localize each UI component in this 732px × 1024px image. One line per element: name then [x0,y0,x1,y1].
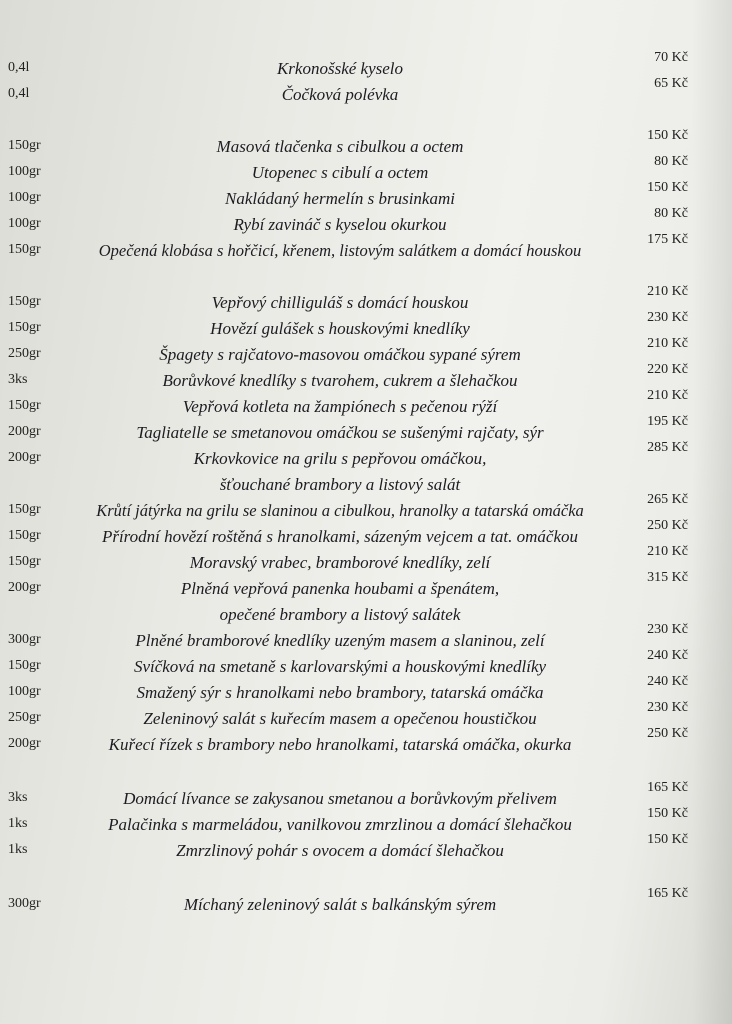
item-quantity: 250gr [8,710,41,725]
menu-item [0,310,732,342]
item-name: Přírodní hovězí roštěná s hranolkami, sázeným vejcem a tat. omáčkou [101,527,579,546]
item-quantity: 1ks [8,816,28,831]
item-name: Smažený sýr s hranolkami nebo brambory, tatarská omáčka [136,683,544,702]
item-name: Vepřový chilliguláš s domácí houskou [211,293,469,312]
item-name: Moravský vrabec, bramborové knedlíky, zelí [189,553,491,572]
item-quantity: 200gr [8,736,41,751]
item-price: 230 Kč [647,622,688,637]
item-quantity: 150gr [8,242,41,257]
item-price: 240 Kč [647,648,688,663]
menu-item [0,336,732,368]
menu-item [0,50,732,82]
item-quantity: 200gr [8,424,41,439]
item-name: Plněné bramborové knedlíky uzeným masem a slaninou, zelí [135,631,545,650]
item-name: Zmrzlinový pohár s ovocem a domácí šlehačkou [176,841,504,860]
item-quantity: 150gr [8,320,41,335]
item-price: 240 Kč [647,674,688,689]
item-quantity: 3ks [8,790,28,805]
menu-item [0,726,732,758]
item-price: 265 Kč [647,492,688,507]
menu-item [0,832,732,864]
item-name: Borůvkové knedlíky s tvarohem, cukrem a šlehačkou [162,371,518,390]
item-quantity: 150gr [8,502,41,517]
item-quantity: 0,4l [8,86,30,101]
menu-item [0,674,732,706]
item-name: Míchaný zeleninový salát s balkánským sýrem [183,895,497,914]
item-quantity: 250gr [8,346,41,361]
menu-item [0,622,732,654]
item-name-continued: šťouchané brambory a listový salát [219,475,461,494]
item-quantity: 200gr [8,580,41,595]
item-name: Vepřová kotleta na žampiónech s pečenou rýží [182,397,498,416]
menu-item [0,544,732,576]
item-price: 250 Kč [647,726,688,741]
item-name: Krůtí játýrka na grilu se slaninou a cibulkou, hranolky a tatarská omáčka [96,501,584,520]
item-name: Krkonošské kyselo [276,59,404,78]
item-quantity: 150gr [8,398,41,413]
item-name: Rybí zavináč s kyselou okurkou [233,215,447,234]
item-quantity: 150gr [8,528,41,543]
item-price: 210 Kč [647,284,688,299]
item-price: 150 Kč [647,832,688,847]
menu-item [0,414,732,446]
item-price: 315 Kč [647,570,688,585]
item-name: Svíčková na smetaně s karlovarskými a houskovými knedlíky [133,657,547,676]
item-name: Palačinka s marmeládou, vanilkovou zmrzlinou a domácí šlehačkou [108,815,572,834]
item-quantity: 150gr [8,294,41,309]
item-quantity: 100gr [8,190,41,205]
item-price: 165 Kč [647,886,688,901]
item-price: 285 Kč [647,440,688,455]
item-price: 210 Kč [647,544,688,559]
item-price: 230 Kč [647,310,688,325]
item-quantity: 1ks [8,842,28,857]
item-quantity: 3ks [8,372,28,387]
item-name: Nakládaný hermelín s brusinkami [225,189,455,208]
item-price: 250 Kč [647,518,688,533]
menu-item [0,388,732,420]
item-price: 150 Kč [647,806,688,821]
item-price: 80 Kč [654,206,688,221]
item-name: Špagety s rajčatovo-masovou omáčkou sypané sýrem [159,345,521,364]
item-name: Opečená klobása s hořčicí, křenem, listovým salátkem a domácí houskou [98,241,582,260]
item-name: Hovězí gulášek s houskovými knedlíky [210,319,470,338]
item-quantity: 300gr [8,896,41,911]
menu-item [0,518,732,550]
item-name: Kuřecí řízek s brambory nebo hranolkami, tatarská omáčka, okurka [108,735,572,754]
item-name: Domácí lívance se zakysanou smetanou a borůvkovým přelivem [123,789,557,808]
item-quantity: 0,4l [8,60,30,75]
item-price: 150 Kč [647,128,688,143]
item-name: Tagliatelle se smetanovou omáčkou se sušenými rajčaty, sýr [136,423,544,442]
item-quantity: 150gr [8,138,41,153]
menu-item [0,780,732,812]
menu-item [0,76,732,108]
menu-item [0,362,732,394]
item-price: 210 Kč [647,336,688,351]
item-quantity: 300gr [8,632,41,647]
item-quantity: 100gr [8,684,41,699]
menu-item [0,440,732,498]
menu-item [0,180,732,212]
item-price: 220 Kč [647,362,688,377]
item-name: Utopenec s cibulí a octem [251,163,429,182]
item-name: Čočková polévka [281,85,399,104]
item-name: Plněná vepřová panenka houbami a špenátem, [180,579,500,598]
item-name: Masová tlačenka s cibulkou a octem [216,137,464,156]
menu-item [0,570,732,628]
item-price: 230 Kč [647,700,688,715]
item-name: Zeleninový salát s kuřecím masem a opečenou houstičkou [143,709,537,728]
menu-item [0,232,732,264]
menu-item [0,284,732,316]
item-price: 80 Kč [654,154,688,169]
item-name-continued: opečené brambory a listový salátek [219,605,461,624]
menu-item [0,206,732,238]
item-quantity: 150gr [8,658,41,673]
menu-item [0,886,732,918]
menu-item [0,700,732,732]
menu-item [0,154,732,186]
item-price: 165 Kč [647,780,688,795]
menu-item [0,648,732,680]
menu-item [0,128,732,160]
item-name: Krkovkovice na grilu s pepřovou omáčkou, [193,449,487,468]
item-price: 70 Kč [654,50,688,65]
item-price: 150 Kč [647,180,688,195]
item-quantity: 200gr [8,450,41,465]
item-quantity: 100gr [8,164,41,179]
item-quantity: 150gr [8,554,41,569]
item-price: 175 Kč [647,232,688,247]
menu-item [0,492,732,524]
item-price: 195 Kč [647,414,688,429]
item-price: 210 Kč [647,388,688,403]
item-quantity: 100gr [8,216,41,231]
menu-item [0,806,732,838]
item-price: 65 Kč [654,76,688,91]
